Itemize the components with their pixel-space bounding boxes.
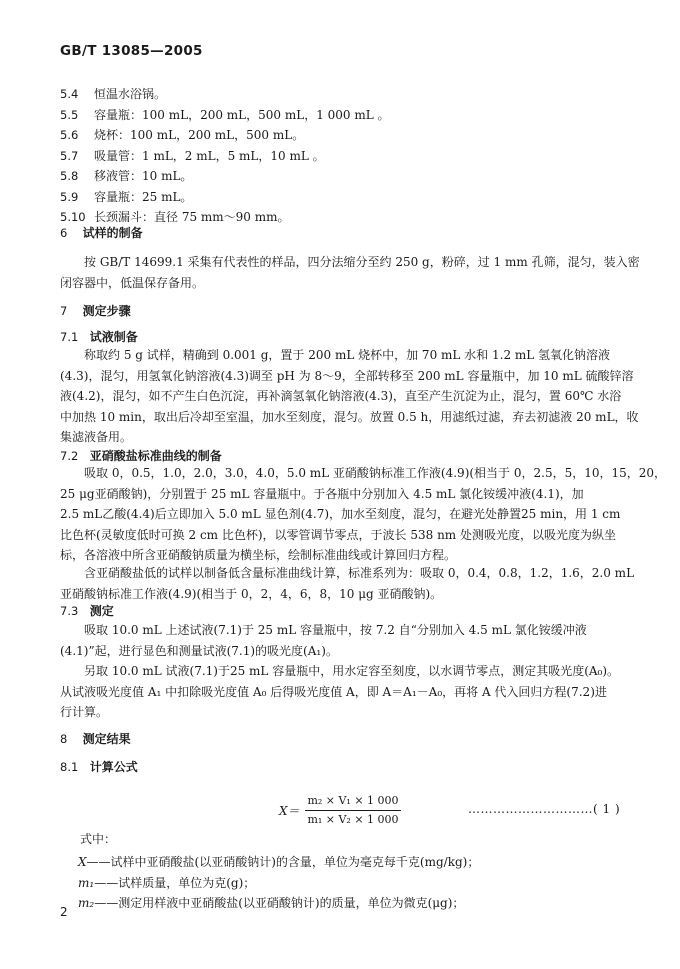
section-8-1-heading: 8.1 计算公式 (60, 760, 138, 774)
text-line: (4.3)，混匀，用氢氧化钠溶液(4.3)调至 pH 为 8～9，全部转移至 200 mL 容量瓶中，加 10 mL 硫酸锌溶 (60, 368, 634, 383)
text-line: 中加热 10 min，取出后冷却至室温，加水至刻度，混匀。放置 0.5 h，用滤纸过滤，弃去初滤液 20 mL，收 (60, 409, 639, 424)
section-7-2-heading: 7.2 亚硝酸盐标准曲线的制备 (60, 449, 222, 463)
text-line: 标，各溶液中所含亚硝酸钠质量为横坐标，绘制标准曲线或计算回归方程。 (60, 548, 457, 562)
item-text: 恒温水浴锅。 (94, 87, 167, 101)
fraction-bar (305, 810, 401, 811)
equipment-item (60, 108, 390, 122)
item-text: 容量瓶：25 mL。 (94, 189, 193, 204)
formula-numerator: m₂ × V₁ × 1 000 (307, 794, 399, 807)
item-text: 移液管：10 mL。 (94, 169, 193, 183)
equipment-item (60, 149, 325, 163)
equipment-item (60, 128, 304, 142)
where-intro: 式中： (80, 832, 117, 846)
variable-description: ——测定用样液中亚硝酸盐(以亚硝酸钠计)的质量，单位为微克(μg)； (94, 896, 465, 910)
text-line: 比色杯(灵敏度低时可换 2 cm 比色杯)，以零管调节零点，于波长 538 nm 处测吸光度，以吸光度为纵坐 (60, 527, 616, 542)
variable-symbol: m₂ (78, 896, 95, 910)
text-line: 2.5 mL乙酸(4.4)后立即加入 5.0 mL 显色剂(4.7)，加水至刻度，混匀，在避光处静置25 min，用 1 cm (60, 507, 621, 521)
text-line: 吸取 10.0 mL 上述试液(7.1)于 25 mL 容量瓶中，按 7.2 自“分别加入 4.5 mL 氯化铵缓冲液 (84, 623, 587, 637)
text-line: 称取约 5 g 试样，精确到 0.001 g，置于 200 mL 烧杯中，加 70 mL 水和 1.2 mL 氢氧化钠溶液 (84, 348, 611, 362)
item-text: 长颈漏斗：直径 75 mm～90 mm。 (94, 210, 290, 224)
text-line: 行计算。 (60, 705, 109, 719)
variable-description: ——试样中亚硝酸盐(以亚硝酸钠计)的含量，单位为毫克每千克(mg/kg)； (86, 855, 480, 869)
section-7-3-paragraph-2 (60, 661, 625, 723)
variable-definition (78, 896, 464, 910)
item-text: 吸量管：1 mL，2 mL，5 mL，10 mL 。 (94, 148, 325, 163)
text-line: 按 GB/T 14699.1 采集有代表性的样品，四分法缩分至约 250 g，粉碎，过 1 mm 孔筛，混匀，装入密 (84, 255, 640, 269)
variable-symbol: X (78, 855, 87, 869)
standard-code-header: GB/T 13085—2005 (60, 43, 203, 59)
text-line: 闭容器中，低温保存备用。 (60, 275, 205, 290)
item-number: 5.7 (60, 148, 79, 163)
variable-definition (78, 876, 255, 890)
equipment-item (60, 169, 192, 183)
item-text: 容量瓶：100 mL，200 mL，500 mL，1 000 mL 。 (94, 107, 390, 122)
formula-lhs: X＝ (279, 804, 300, 818)
section-6-paragraph (60, 252, 640, 293)
section-6-heading: 6 试样的制备 (60, 226, 143, 240)
section-7-1-paragraph (60, 345, 639, 448)
text-line: 集滤液备用。 (60, 430, 133, 444)
formula-leader-dots: …………………………( 1 ) (468, 802, 621, 816)
formula-denominator: m₁ × V₂ × 1 000 (307, 813, 399, 826)
item-number: 5.4 (60, 87, 79, 101)
text-line: 另取 10.0 mL 试液(7.1)于25 mL 容量瓶中，用水定容至刻度，以水调节零点，测定其吸光度(A₀)。 (84, 664, 620, 678)
text-line: 液(4.2)，混匀，如不产生白色沉淀，再补滴氢氧化钠溶液(4.3)，直至产生沉淀为止，混匀，置 60℃ 水浴 (60, 389, 622, 403)
text-line: (4.1)”起，进行显色和测量试液(7.1)的吸光度(A₁)。 (60, 643, 338, 658)
section-7-2-paragraph-2 (60, 563, 635, 604)
section-7-3-heading: 7.3 测定 (60, 604, 114, 618)
equipment-item (60, 190, 192, 204)
equipment-item (60, 210, 290, 224)
section-7-3-paragraph (60, 620, 625, 661)
section-8-heading: 8 测定结果 (60, 732, 131, 746)
variable-description: ——试样质量，单位为克(g)； (94, 875, 256, 890)
item-number: 5.9 (60, 189, 79, 204)
item-number: 5.5 (60, 107, 79, 122)
variable-definition (78, 855, 479, 869)
section-7-2-paragraph (60, 463, 667, 566)
item-number: 5.6 (60, 128, 79, 142)
equipment-item (60, 87, 166, 101)
item-text: 烧杯：100 mL，200 mL，500 mL。 (94, 128, 305, 142)
text-line: 从试液吸光度值 A₁ 中扣除吸光度值 A₀ 后得吸光度值 A，即 A＝A₁－A₀，再将 A 代入回归方程(7.2)进 (60, 684, 607, 699)
section-7-1-heading: 7.1 试液制备 (60, 330, 138, 344)
variable-symbol: m₁ (78, 875, 95, 890)
item-number: 5.10 (60, 210, 86, 224)
page-number: 2 (60, 905, 68, 919)
text-line: 含亚硝酸盐低的试样以制备低含量标准曲线计算，标准系列为：吸取 0，0.4，0.8，1.2，1.6，2.0 mL (84, 566, 635, 580)
text-line: 吸取 0，0.5，1.0，2.0，3.0，4.0，5.0 mL 亚硝酸钠标准工作液(4.9)(相当于 0，2.5，5，10，15，20， (84, 466, 667, 480)
text-line: 25 μg亚硝酸钠)，分别置于 25 mL 容量瓶中。于各瓶中分别加入 4.5 mL 氯化铵缓冲液(4.1)，加 (60, 486, 584, 501)
section-7-heading: 7 测定步骤 (60, 304, 131, 318)
item-number: 5.8 (60, 169, 79, 183)
text-line: 亚硝酸钠标准工作液(4.9)(相当于 0，2，4，6，8，10 μg 亚硝酸钠)。 (60, 586, 443, 601)
